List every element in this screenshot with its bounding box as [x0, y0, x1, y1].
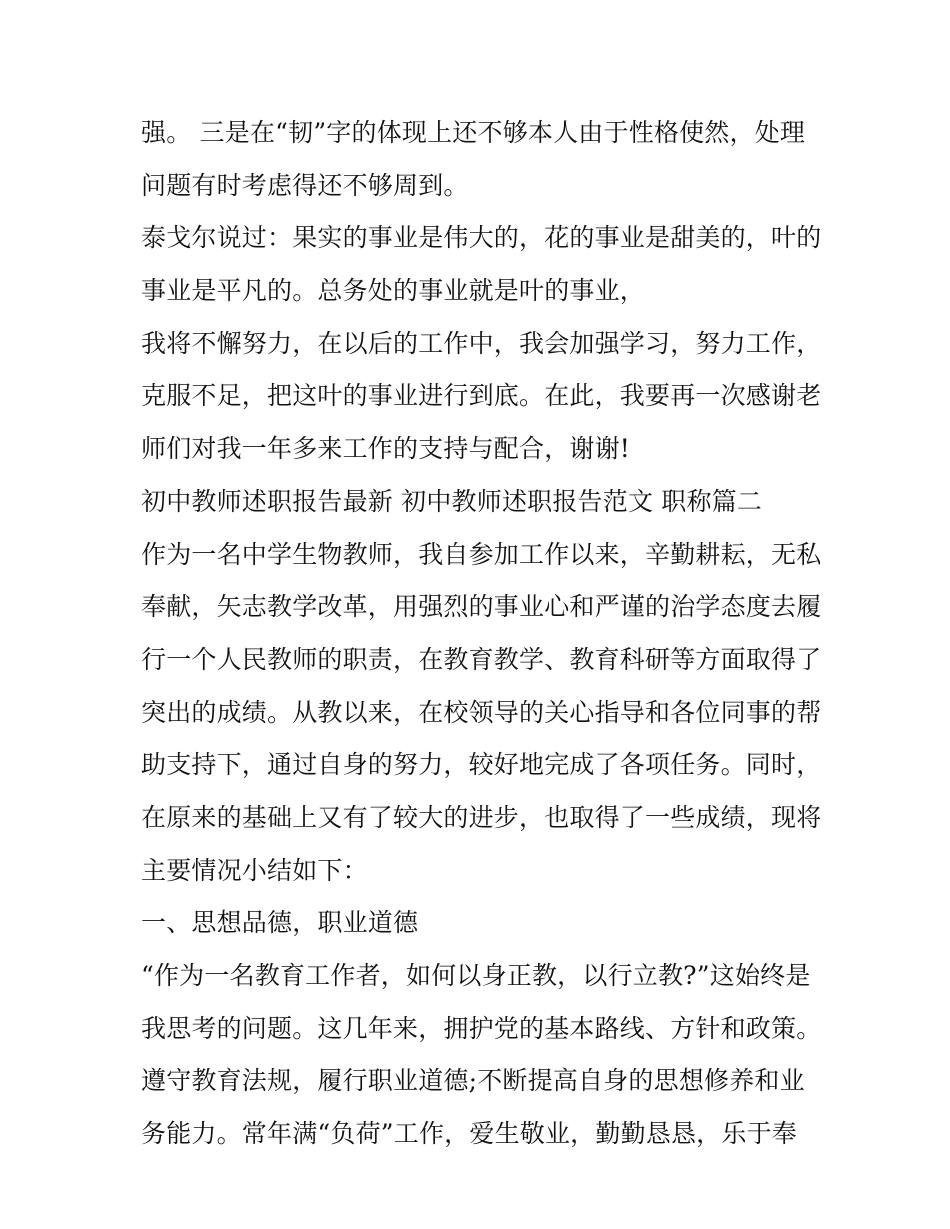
text-line: 在原来的基础上又有了较大的进步，也取得了一些成绩，现将	[141, 802, 821, 832]
text-line: 遵守教育法规，履行职业道德;不断提高自身的思想修养和业	[141, 1066, 805, 1096]
section-heading: 初中教师述职报告最新 初中教师述职报告范文 职称篇二	[141, 486, 763, 516]
text-line: 我将不懈努力，在以后的工作中，我会加强学习，努力工作，	[141, 328, 821, 358]
text-line: 主要情况小结如下：	[141, 855, 368, 885]
document-body	[141, 107, 821, 1161]
text-line: 问题有时考虑得还不够周到。	[141, 170, 469, 200]
text-line: 奉献，矢志教学改革，用强烈的事业心和严谨的治学态度去履	[141, 592, 821, 622]
text-line: 师们对我一年多来工作的支持与配合，谢谢!	[141, 434, 631, 464]
text-line: 强。 三是在“韧”字的体现上还不够本人由于性格使然，处理	[141, 118, 806, 147]
subsection-heading: 一、思想品德，职业道德	[141, 908, 419, 938]
text-line: “作为一名教育工作者，如何以身正教，以行立教?”这始终是	[141, 961, 811, 990]
text-line: 泰戈尔说过：果实的事业是伟大的，花的事业是甜美的，叶的	[141, 223, 821, 253]
text-line: 行一个人民教师的职责，在教育教学、教育科研等方面取得了	[141, 644, 821, 674]
text-line: 事业是平凡的。总务处的事业就是叶的事业，	[141, 276, 646, 306]
text-line: 作为一名中学生物教师，我自参加工作以来，辛勤耕耘，无私	[141, 539, 821, 569]
text-line: 我思考的问题。这几年来，拥护党的基本路线、方针和政策。	[141, 1013, 821, 1043]
text-line: 务能力。常年满“负荷”工作，爱生敬业，勤勤恳恳，乐于奉	[141, 1119, 797, 1149]
text-line: 克服不足，把这叶的事业进行到底。在此，我要再一次感谢老	[141, 381, 821, 411]
text-line: 助支持下，通过自身的努力，较好地完成了各项任务。同时，	[141, 750, 821, 780]
text-line: 突出的成绩。从教以来，在校领导的关心指导和各位同事的帮	[141, 697, 821, 727]
